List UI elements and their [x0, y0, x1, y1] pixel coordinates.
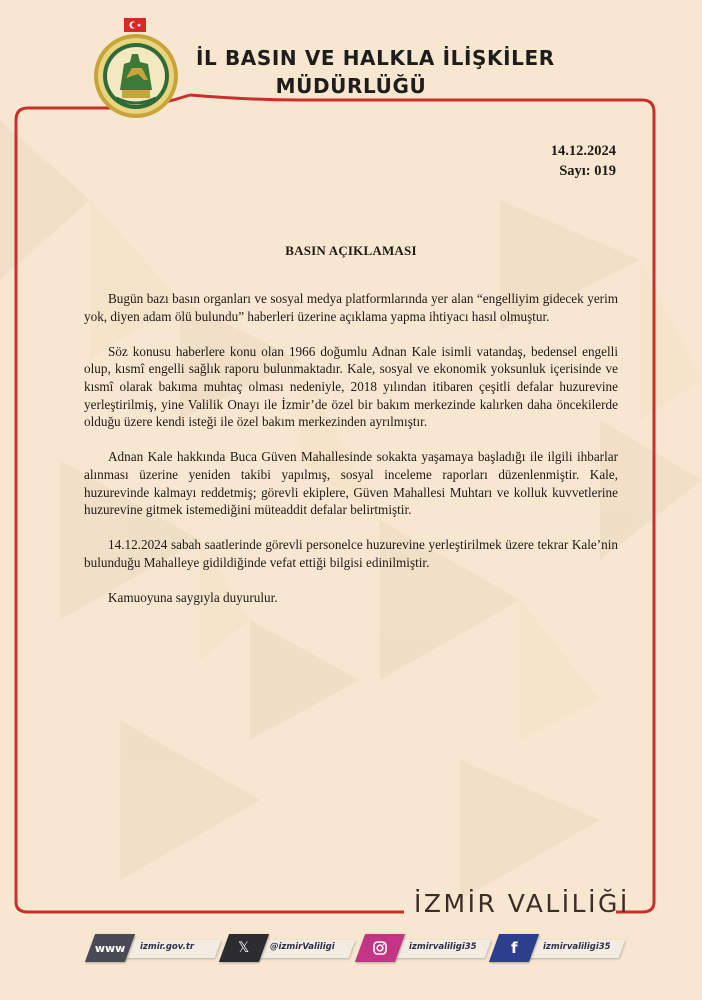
social-label: izmir.gov.tr [140, 942, 195, 952]
social-label: izmirvaliligi35 [409, 942, 477, 952]
paragraph: Bugün bazı basın organları ve sosyal medya platformlarında yer alan “engelliyim gidecek yerim yok, diyen adam ölü bulundu” haberleri üzerine açıklama yapma ihtiyacı hasıl olmuştur. [84, 291, 618, 324]
document-heading: BASIN AÇIKLAMASI [285, 243, 417, 258]
www-icon: www [94, 941, 126, 955]
facebook-icon: f [510, 939, 518, 957]
social-label: izmirvaliligi35 [543, 942, 611, 952]
social-link-facebook[interactable] [486, 930, 622, 966]
department-title [196, 44, 555, 100]
social-link-website[interactable] [82, 930, 212, 966]
governorship-seal-logo [86, 18, 188, 120]
x-icon: 𝕏 [238, 940, 250, 956]
document-body [84, 290, 618, 624]
department-title-line2: MÜDÜRLÜĞÜ [275, 74, 427, 98]
paragraph: Kamuoyuna saygıyla duyurulur. [108, 590, 278, 606]
footer-brand-text: İZMİR VALİLİĞİ [414, 889, 630, 918]
department-title-line1: İL BASIN VE HALKLA İLİŞKİLER [196, 46, 555, 70]
social-label: @izmirValiligi [270, 942, 335, 952]
paragraph: Adnan Kale hakkında Buca Güven Mahallesinde sokakta yaşamaya başladığı ile ilgili ihbarlar alınması üzerine yeniden takibi yapılmış, sosyal inceleme raporları düzenlenmiştir. Kale, huzurevinde kalmayı reddetmiş; görevli ekiplere, Güven Mahallesi Muhtarı ve kolluk kuvvetlerine huzurevine gitmek istemediğini müteaddit defalar belirtmiştir. [84, 449, 618, 518]
paragraph: Söz konusu haberlere konu olan 1966 doğumlu Adnan Kale isimli vatandaş, bedensel engelli olup, kısmî engelli sağlık raporu bulunmaktadır. Kale, sosyal ve ekonomik yoksunluk içerisinde ve kısmî olarak bakıma muhtaç olması nedeniyle, 2018 yılından itibaren çeşitli defalar huzurevine yerleştirilmiş, yine Valilik Onayı ile İzmir’de özel bir bakım merkezinde kalırken daha öncekilerde olduğu üzere kendi isteği ile özel bakım merkezinden ayrılmıştır. [84, 343, 618, 430]
social-links-bar [82, 930, 622, 966]
document-number: Sayı: 019 [559, 163, 616, 179]
document-meta [551, 141, 616, 181]
paragraph: 14.12.2024 sabah saatlerinde görevli personelce huzurevine yerleştirilmek üzere tekrar Kale’nin bulunduğu Mahalleye gidildiğinde vefat ettiği bilgisi edinilmiştir. [84, 537, 618, 570]
social-link-instagram[interactable] [352, 930, 486, 966]
social-link-x[interactable] [216, 930, 350, 966]
instagram-icon [372, 940, 388, 956]
document-date: 14.12.2024 [550, 143, 616, 159]
